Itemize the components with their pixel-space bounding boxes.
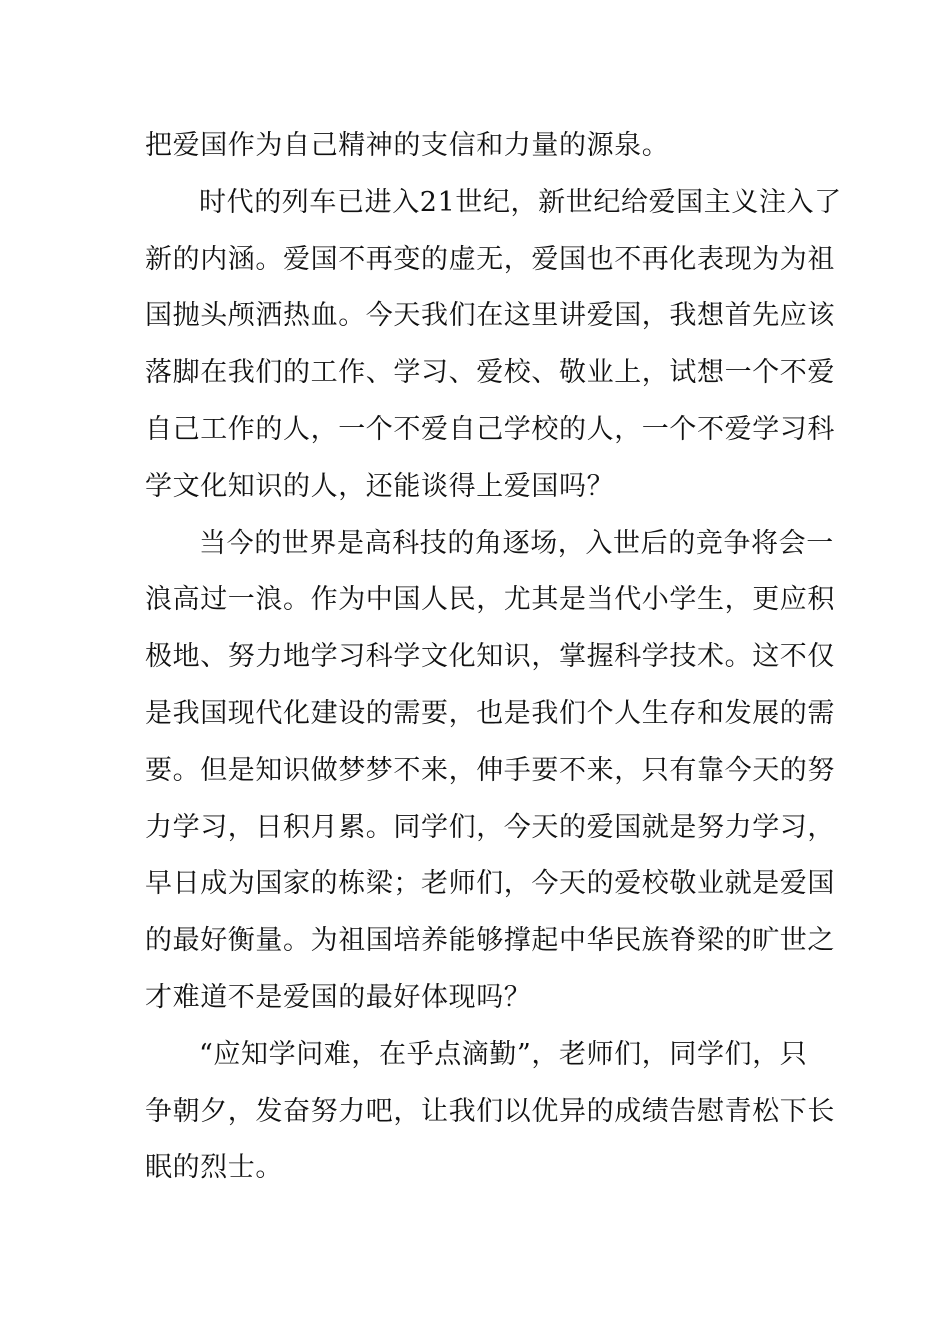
paragraph-start-line: “应知学问难，在乎点滴勤”，老师们，同学们，只 <box>199 1038 808 1070</box>
text-line: 是我国现代化建设的需要，也是我们个人生存和发展的需 <box>145 697 835 729</box>
text-line: 才难道不是爱国的最好体现吗？ <box>145 981 532 1013</box>
text-line: 学文化知识的人，还能谈得上爱国吗？ <box>145 470 615 502</box>
paragraph-start-line: 当今的世界是高科技的角逐场，入世后的竞争将会一 <box>199 527 834 559</box>
text-line: 眠的烈士。 <box>145 1152 283 1184</box>
text-line: 争朝夕，发奋努力吧，让我们以优异的成绩告慰青松下长 <box>145 1095 835 1127</box>
text-line: 把爱国作为自己精神的支信和力量的源泉。 <box>145 130 670 161</box>
text-line: 新的内涵。爱国不再变的虚无，爱国也不再化表现为为祖 <box>145 243 835 275</box>
text-line: 落脚在我们的工作、学习、爱校、敬业上，试想一个不爱 <box>145 357 835 389</box>
paragraph-start-line: 时代的列车已进入21世纪，新世纪给爱国主义注入了 <box>199 186 842 218</box>
text-line: 极地、努力地学习科学文化知识，掌握科学技术。这不仅 <box>145 641 835 673</box>
text-line: 力学习，日积月累。同学们，今天的爱国就是努力学习， <box>145 811 835 843</box>
text-line: 自己工作的人，一个不爱自己学校的人，一个不爱学习科 <box>145 413 835 445</box>
text-line: 早日成为国家的栋梁；老师们，今天的爱校敬业就是爱国 <box>145 868 835 900</box>
text-line: 的最好衡量。为祖国培养能够撑起中华民族脊梁的旷世之 <box>145 925 835 957</box>
text-line: 要。但是知识做梦梦不来，伸手要不来，只有靠今天的努 <box>145 754 835 786</box>
text-line: 国抛头颅洒热血。今天我们在这里讲爱国，我想首先应该 <box>145 300 835 332</box>
text-line: 浪高过一浪。作为中国人民，尤其是当代小学生，更应积 <box>145 584 835 616</box>
document-body <box>145 118 842 1197</box>
